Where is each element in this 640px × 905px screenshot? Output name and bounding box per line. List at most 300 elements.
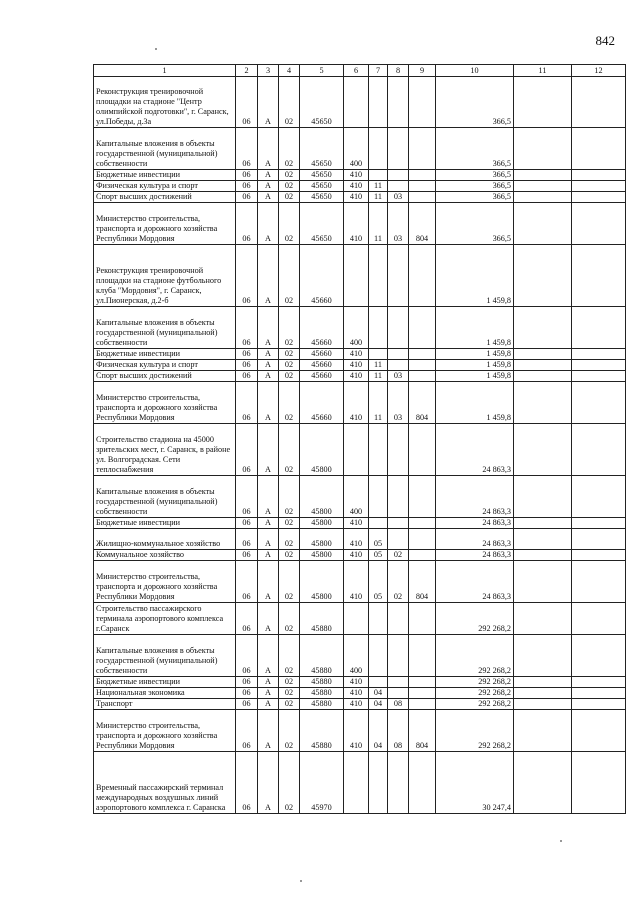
cell-c4: 02 <box>279 170 300 181</box>
table-row <box>94 710 626 752</box>
cell-c4: 02 <box>279 561 300 603</box>
cell-c4: 02 <box>279 307 300 349</box>
table-row <box>94 307 626 349</box>
cell-c8 <box>388 518 409 529</box>
cell-c2: 06 <box>236 699 258 710</box>
cell-c11 <box>514 752 572 814</box>
cell-c8 <box>388 245 409 307</box>
cell-c5: 45880 <box>300 688 344 699</box>
cell-c8: 02 <box>388 561 409 603</box>
cell-c7: 05 <box>369 529 388 550</box>
cell-c10: 366,5 <box>436 170 514 181</box>
cell-c6: 410 <box>344 561 369 603</box>
cell-c7: 11 <box>369 371 388 382</box>
row-name-cell: Строительство пассажирского терминала аэропортового комплекса г.Саранск <box>94 603 236 635</box>
cell-c8: 08 <box>388 710 409 752</box>
cell-c9: 804 <box>409 382 436 424</box>
cell-c7: 04 <box>369 710 388 752</box>
header-cell: 9 <box>409 65 436 77</box>
cell-c9 <box>409 603 436 635</box>
cell-c10: 366,5 <box>436 203 514 245</box>
cell-c6: 400 <box>344 476 369 518</box>
cell-c12 <box>572 192 626 203</box>
cell-c7: 04 <box>369 699 388 710</box>
cell-c6: 410 <box>344 688 369 699</box>
cell-c8 <box>388 349 409 360</box>
row-name-cell: Капитальные вложения в объекты государственной (муниципальной) собственности <box>94 307 236 349</box>
cell-c5: 45660 <box>300 360 344 371</box>
cell-c10: 1 459,8 <box>436 349 514 360</box>
cell-c7 <box>369 476 388 518</box>
table-row <box>94 529 626 550</box>
cell-c4: 02 <box>279 424 300 476</box>
row-name-cell: Министерство строительства, транспорта и дорожного хозяйства Республики Мордовия <box>94 203 236 245</box>
cell-c2: 06 <box>236 424 258 476</box>
cell-c5: 45650 <box>300 77 344 128</box>
cell-c12 <box>572 561 626 603</box>
cell-c2: 06 <box>236 360 258 371</box>
cell-c4: 02 <box>279 518 300 529</box>
cell-c8: 03 <box>388 203 409 245</box>
cell-c10: 292 268,2 <box>436 635 514 677</box>
header-cell: 11 <box>514 65 572 77</box>
table-body <box>94 77 626 814</box>
header-cell: 4 <box>279 65 300 77</box>
cell-c11 <box>514 529 572 550</box>
cell-c7: 05 <box>369 550 388 561</box>
cell-c12 <box>572 349 626 360</box>
table-header-row <box>94 65 626 77</box>
cell-c10: 24 863,3 <box>436 550 514 561</box>
cell-c7 <box>369 752 388 814</box>
cell-c4: 02 <box>279 677 300 688</box>
table-row <box>94 550 626 561</box>
cell-c3: А <box>258 518 279 529</box>
cell-c9: 804 <box>409 203 436 245</box>
cell-c5: 45650 <box>300 170 344 181</box>
cell-c6: 410 <box>344 699 369 710</box>
cell-c8 <box>388 181 409 192</box>
cell-c8: 03 <box>388 382 409 424</box>
row-name-cell: Бюджетные инвестиции <box>94 349 236 360</box>
cell-c3: А <box>258 688 279 699</box>
cell-c5: 45660 <box>300 349 344 360</box>
cell-c5: 45660 <box>300 371 344 382</box>
cell-c3: А <box>258 371 279 382</box>
cell-c10: 292 268,2 <box>436 710 514 752</box>
cell-c5: 45800 <box>300 424 344 476</box>
table-row <box>94 518 626 529</box>
cell-c9: 804 <box>409 561 436 603</box>
cell-c3: А <box>258 307 279 349</box>
cell-c9 <box>409 752 436 814</box>
cell-c9 <box>409 170 436 181</box>
cell-c2: 06 <box>236 245 258 307</box>
cell-c7 <box>369 170 388 181</box>
cell-c3: А <box>258 181 279 192</box>
table-row <box>94 181 626 192</box>
cell-c3: А <box>258 635 279 677</box>
cell-c2: 06 <box>236 203 258 245</box>
cell-c11 <box>514 677 572 688</box>
row-name-cell: Строительство стадиона на 45000 зрительских мест, г. Саранск, в районе ул. Волгоградская. Сети теплоснабжения <box>94 424 236 476</box>
cell-c6 <box>344 603 369 635</box>
row-name-cell: Министерство строительства, транспорта и дорожного хозяйства Республики Мордовия <box>94 382 236 424</box>
cell-c3: А <box>258 382 279 424</box>
cell-c6: 400 <box>344 307 369 349</box>
cell-c9 <box>409 307 436 349</box>
cell-c12 <box>572 203 626 245</box>
cell-c11 <box>514 635 572 677</box>
cell-c2: 06 <box>236 128 258 170</box>
cell-c10: 24 863,3 <box>436 561 514 603</box>
cell-c10: 1 459,8 <box>436 360 514 371</box>
row-name-cell: Транспорт <box>94 699 236 710</box>
cell-c8 <box>388 635 409 677</box>
cell-c9 <box>409 518 436 529</box>
cell-c2: 06 <box>236 752 258 814</box>
cell-c11 <box>514 181 572 192</box>
table-row <box>94 603 626 635</box>
cell-c9: 804 <box>409 710 436 752</box>
header-cell: 1 <box>94 65 236 77</box>
cell-c9 <box>409 529 436 550</box>
cell-c5: 45880 <box>300 603 344 635</box>
table-row <box>94 752 626 814</box>
cell-c3: А <box>258 424 279 476</box>
cell-c4: 02 <box>279 192 300 203</box>
cell-c3: А <box>258 677 279 688</box>
cell-c5: 45800 <box>300 561 344 603</box>
cell-c5: 45970 <box>300 752 344 814</box>
table-row <box>94 245 626 307</box>
cell-c6: 400 <box>344 635 369 677</box>
cell-c2: 06 <box>236 371 258 382</box>
cell-c9 <box>409 424 436 476</box>
cell-c4: 02 <box>279 349 300 360</box>
cell-c9 <box>409 128 436 170</box>
row-name-cell: Капитальные вложения в объекты государственной (муниципальной) собственности <box>94 635 236 677</box>
cell-c9 <box>409 245 436 307</box>
table-row <box>94 635 626 677</box>
cell-c2: 06 <box>236 710 258 752</box>
cell-c8 <box>388 529 409 550</box>
cell-c7: 11 <box>369 360 388 371</box>
cell-c3: А <box>258 752 279 814</box>
cell-c2: 06 <box>236 603 258 635</box>
cell-c3: А <box>258 550 279 561</box>
table-row <box>94 476 626 518</box>
cell-c12 <box>572 476 626 518</box>
cell-c8 <box>388 77 409 128</box>
cell-c12 <box>572 181 626 192</box>
cell-c5: 45650 <box>300 203 344 245</box>
row-name-cell: Спорт высших достижений <box>94 371 236 382</box>
table-row <box>94 170 626 181</box>
cell-c11 <box>514 699 572 710</box>
cell-c11 <box>514 349 572 360</box>
cell-c12 <box>572 77 626 128</box>
cell-c8 <box>388 752 409 814</box>
table-row <box>94 77 626 128</box>
cell-c3: А <box>258 349 279 360</box>
cell-c8 <box>388 170 409 181</box>
cell-c12 <box>572 307 626 349</box>
cell-c12 <box>572 550 626 561</box>
cell-c12 <box>572 170 626 181</box>
cell-c2: 06 <box>236 518 258 529</box>
cell-c10: 1 459,8 <box>436 382 514 424</box>
cell-c3: А <box>258 710 279 752</box>
cell-c12 <box>572 710 626 752</box>
cell-c8 <box>388 360 409 371</box>
row-name-cell: Бюджетные инвестиции <box>94 170 236 181</box>
cell-c12 <box>572 518 626 529</box>
row-name-cell: Бюджетные инвестиции <box>94 677 236 688</box>
cell-c6: 410 <box>344 181 369 192</box>
cell-c12 <box>572 245 626 307</box>
cell-c11 <box>514 710 572 752</box>
cell-c3: А <box>258 603 279 635</box>
header-cell: 3 <box>258 65 279 77</box>
cell-c4: 02 <box>279 382 300 424</box>
cell-c6: 410 <box>344 710 369 752</box>
table-row <box>94 349 626 360</box>
page-number: 842 <box>595 33 615 48</box>
cell-c9 <box>409 349 436 360</box>
header-cell: 6 <box>344 65 369 77</box>
cell-c7 <box>369 77 388 128</box>
row-name-cell: Спорт высших достижений <box>94 192 236 203</box>
cell-c5: 45800 <box>300 518 344 529</box>
cell-c6: 410 <box>344 518 369 529</box>
cell-c8: 02 <box>388 550 409 561</box>
cell-c4: 02 <box>279 752 300 814</box>
cell-c11 <box>514 382 572 424</box>
row-name-cell: Временный пассажирский терминал международных воздушных линий аэропортового комплекса г. Саранска <box>94 752 236 814</box>
cell-c12 <box>572 635 626 677</box>
cell-c4: 02 <box>279 603 300 635</box>
cell-c6: 410 <box>344 529 369 550</box>
cell-c5: 45650 <box>300 128 344 170</box>
cell-c3: А <box>258 128 279 170</box>
cell-c10: 366,5 <box>436 77 514 128</box>
cell-c6: 400 <box>344 128 369 170</box>
header-cell: 12 <box>572 65 626 77</box>
cell-c11 <box>514 128 572 170</box>
cell-c11 <box>514 688 572 699</box>
cell-c3: А <box>258 529 279 550</box>
cell-c7 <box>369 349 388 360</box>
cell-c6: 410 <box>344 349 369 360</box>
cell-c3: А <box>258 192 279 203</box>
cell-c10: 24 863,3 <box>436 424 514 476</box>
cell-c11 <box>514 550 572 561</box>
cell-c9 <box>409 360 436 371</box>
cell-c5: 45660 <box>300 307 344 349</box>
table-row <box>94 382 626 424</box>
cell-c2: 06 <box>236 529 258 550</box>
cell-c6: 410 <box>344 192 369 203</box>
cell-c4: 02 <box>279 181 300 192</box>
cell-c6 <box>344 77 369 128</box>
scan-speck <box>155 48 157 50</box>
cell-c8 <box>388 677 409 688</box>
cell-c12 <box>572 128 626 170</box>
cell-c10: 1 459,8 <box>436 371 514 382</box>
cell-c9 <box>409 677 436 688</box>
cell-c6 <box>344 245 369 307</box>
cell-c2: 06 <box>236 635 258 677</box>
cell-c2: 06 <box>236 561 258 603</box>
cell-c7: 11 <box>369 382 388 424</box>
cell-c12 <box>572 371 626 382</box>
cell-c3: А <box>258 170 279 181</box>
table-row <box>94 677 626 688</box>
cell-c2: 06 <box>236 476 258 518</box>
cell-c2: 06 <box>236 382 258 424</box>
header-cell: 2 <box>236 65 258 77</box>
cell-c4: 02 <box>279 710 300 752</box>
cell-c7: 11 <box>369 181 388 192</box>
cell-c8: 03 <box>388 192 409 203</box>
cell-c5: 45880 <box>300 677 344 688</box>
table-row <box>94 360 626 371</box>
cell-c5: 45660 <box>300 245 344 307</box>
row-name-cell: Капитальные вложения в объекты государственной (муниципальной) собственности <box>94 128 236 170</box>
cell-c4: 02 <box>279 128 300 170</box>
cell-c7 <box>369 518 388 529</box>
cell-c10: 292 268,2 <box>436 603 514 635</box>
cell-c2: 06 <box>236 349 258 360</box>
row-name-cell: Министерство строительства, транспорта и дорожного хозяйства Республики Мордовия <box>94 561 236 603</box>
cell-c11 <box>514 476 572 518</box>
cell-c10: 366,5 <box>436 181 514 192</box>
cell-c5: 45800 <box>300 529 344 550</box>
cell-c9 <box>409 192 436 203</box>
cell-c5: 45650 <box>300 181 344 192</box>
cell-c2: 06 <box>236 677 258 688</box>
cell-c3: А <box>258 77 279 128</box>
cell-c11 <box>514 245 572 307</box>
cell-c10: 30 247,4 <box>436 752 514 814</box>
row-name-cell: Физическая культура и спорт <box>94 360 236 371</box>
table-row <box>94 688 626 699</box>
row-name-cell: Капитальные вложения в объекты государственной (муниципальной) собственности <box>94 476 236 518</box>
cell-c8: 03 <box>388 371 409 382</box>
cell-c8 <box>388 476 409 518</box>
cell-c7 <box>369 603 388 635</box>
cell-c8 <box>388 603 409 635</box>
header-cell: 8 <box>388 65 409 77</box>
cell-c5: 45660 <box>300 382 344 424</box>
cell-c10: 366,5 <box>436 128 514 170</box>
row-name-cell: Национальная экономика <box>94 688 236 699</box>
cell-c10: 1 459,8 <box>436 245 514 307</box>
cell-c11 <box>514 307 572 349</box>
cell-c11 <box>514 518 572 529</box>
cell-c10: 292 268,2 <box>436 677 514 688</box>
cell-c2: 06 <box>236 550 258 561</box>
cell-c8 <box>388 128 409 170</box>
cell-c12 <box>572 752 626 814</box>
cell-c7: 04 <box>369 688 388 699</box>
cell-c12 <box>572 688 626 699</box>
cell-c8 <box>388 307 409 349</box>
cell-c12 <box>572 424 626 476</box>
cell-c11 <box>514 424 572 476</box>
row-name-cell: Реконструкция тренировочной площадки на стадионе "Центр олимпийской подготовки", г. Саранск, ул.Победы, д.3а <box>94 77 236 128</box>
cell-c8: 08 <box>388 699 409 710</box>
cell-c11 <box>514 77 572 128</box>
cell-c4: 02 <box>279 245 300 307</box>
scan-speck <box>300 880 302 882</box>
cell-c4: 02 <box>279 699 300 710</box>
table-row <box>94 192 626 203</box>
row-name-cell: Коммунальное хозяйство <box>94 550 236 561</box>
cell-c9 <box>409 181 436 192</box>
table-row <box>94 699 626 710</box>
cell-c7 <box>369 307 388 349</box>
table-row <box>94 561 626 603</box>
cell-c10: 1 459,8 <box>436 307 514 349</box>
cell-c9 <box>409 371 436 382</box>
cell-c2: 06 <box>236 192 258 203</box>
cell-c7: 11 <box>369 203 388 245</box>
cell-c4: 02 <box>279 635 300 677</box>
cell-c6 <box>344 424 369 476</box>
cell-c7 <box>369 635 388 677</box>
row-name-cell: Жилищно-коммунальное хозяйство <box>94 529 236 550</box>
header-cell: 10 <box>436 65 514 77</box>
row-name-cell: Физическая культура и спорт <box>94 181 236 192</box>
cell-c4: 02 <box>279 360 300 371</box>
cell-c9 <box>409 635 436 677</box>
cell-c6: 410 <box>344 550 369 561</box>
cell-c5: 45880 <box>300 635 344 677</box>
cell-c11 <box>514 561 572 603</box>
cell-c6: 410 <box>344 170 369 181</box>
cell-c10: 24 863,3 <box>436 529 514 550</box>
cell-c11 <box>514 371 572 382</box>
cell-c3: А <box>258 203 279 245</box>
cell-c7: 11 <box>369 192 388 203</box>
cell-c12 <box>572 603 626 635</box>
cell-c10: 292 268,2 <box>436 699 514 710</box>
cell-c7: 05 <box>369 561 388 603</box>
cell-c9 <box>409 476 436 518</box>
cell-c7 <box>369 424 388 476</box>
cell-c10: 292 268,2 <box>436 688 514 699</box>
cell-c2: 06 <box>236 688 258 699</box>
cell-c4: 02 <box>279 371 300 382</box>
cell-c4: 02 <box>279 688 300 699</box>
cell-c2: 06 <box>236 77 258 128</box>
cell-c10: 24 863,3 <box>436 518 514 529</box>
cell-c12 <box>572 529 626 550</box>
cell-c5: 45800 <box>300 476 344 518</box>
budget-table <box>93 64 626 814</box>
row-name-cell: Реконструкция тренировочной площадки на стадионе футбольного клуба "Мордовия", г. Саранск, ул.Пионерская, д.2-б <box>94 245 236 307</box>
cell-c7 <box>369 128 388 170</box>
header-cell: 5 <box>300 65 344 77</box>
cell-c4: 02 <box>279 476 300 518</box>
scan-speck <box>560 840 562 842</box>
cell-c2: 06 <box>236 307 258 349</box>
cell-c11 <box>514 192 572 203</box>
cell-c3: А <box>258 360 279 371</box>
cell-c11 <box>514 170 572 181</box>
